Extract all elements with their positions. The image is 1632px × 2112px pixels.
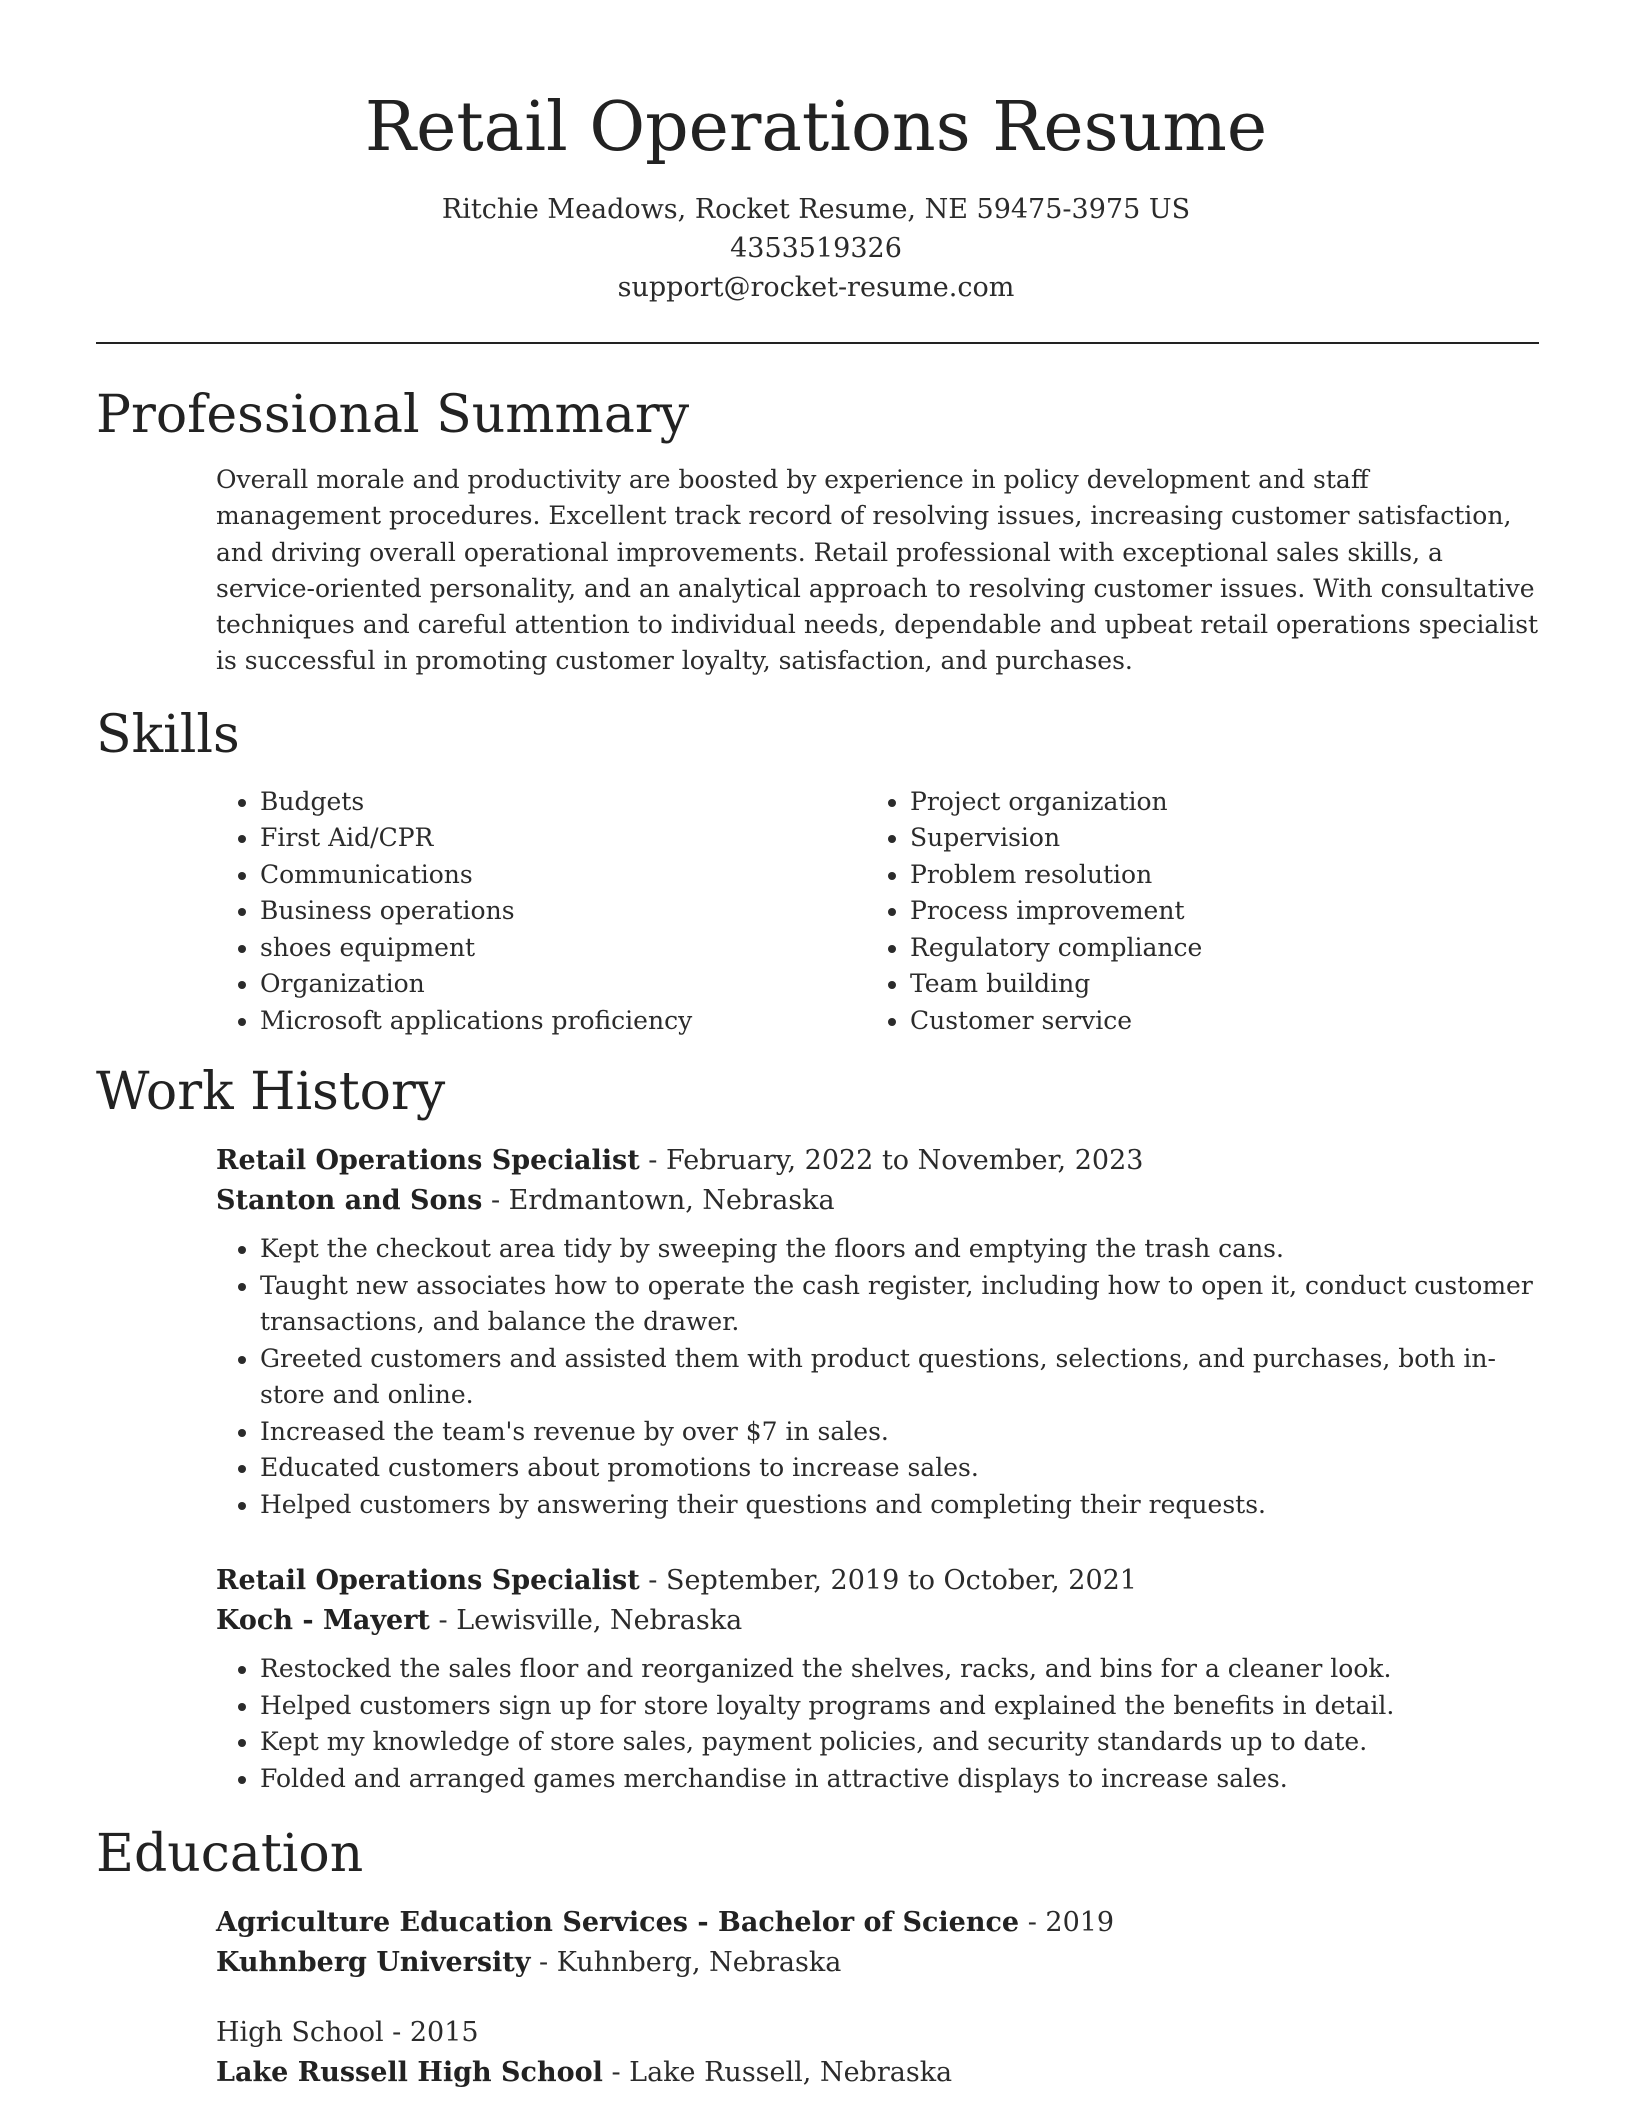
job-title: Retail Operations Specialist (216, 1565, 640, 1597)
summary-heading: Professional Summary (96, 385, 690, 445)
job-duty: • Helped customers by answering their questions and completing their requests. (260, 1487, 1539, 1524)
skill-item: • Process improvement (910, 893, 1486, 930)
skill-item: • Customer service (910, 1003, 1486, 1040)
degree-line (216, 1903, 1539, 1943)
school-line (216, 2053, 1539, 2093)
contact-email: support@rocket-resume.com (617, 272, 1015, 303)
work-history-section (96, 1057, 1539, 1797)
skill-item: • Microsoft applications proficiency (260, 1003, 866, 1040)
job-location: - Erdmantown, Nebraska (482, 1185, 835, 1217)
skill-item: • Team building (910, 966, 1486, 1003)
skill-item: • Supervision (910, 820, 1486, 857)
resume-title: Retail Operations Resume (364, 88, 1268, 167)
job-duty: • Kept my knowledge of store sales, payment policies, and security standards up to date. (260, 1724, 1539, 1761)
skill-item: • Business operations (260, 893, 866, 930)
job-entry (216, 1561, 1539, 1797)
school-name: Kuhnberg University (216, 1947, 531, 1979)
skill-item: • First Aid/CPR (260, 820, 866, 857)
degree-line (216, 2013, 1539, 2053)
job-duties (216, 1651, 1539, 1797)
job-title-line (216, 1561, 1539, 1601)
contact-phone: 4353519326 (730, 233, 902, 264)
skills-section (96, 700, 1539, 1040)
job-duty: • Kept the checkout area tidy by sweeping the floors and emptying the trash cans. (260, 1231, 1539, 1268)
degree-year: - 2019 (1019, 1907, 1115, 1939)
skill-item: • Organization (260, 966, 866, 1003)
skill-item: • Budgets (260, 784, 866, 821)
job-duty: • Taught new associates how to operate the cash register, including how to open it, conduct customer transactions, and balance the drawer. (260, 1268, 1539, 1341)
resume-header (0, 0, 1632, 307)
contact-address: Ritchie Meadows, Rocket Resume, NE 59475-3975 US (441, 194, 1191, 225)
job-title: Retail Operations Specialist (216, 1145, 640, 1177)
job-duty: • Educated customers about promotions to increase sales. (260, 1450, 1539, 1487)
summary-section (96, 380, 1539, 680)
job-dates: - September, 2019 to October, 2021 (639, 1565, 1137, 1597)
job-duty: • Helped customers sign up for store loyalty programs and explained the benefits in detail. (260, 1688, 1539, 1725)
skills-column-right (866, 784, 1486, 1040)
job-duty: • Folded and arranged games merchandise in attractive displays to increase sales. (260, 1761, 1539, 1798)
job-company: Koch - Mayert (216, 1605, 430, 1637)
school-name: Lake Russell High School (216, 2057, 603, 2089)
job-company: Stanton and Sons (216, 1185, 483, 1217)
contact-info (0, 190, 1632, 307)
school-location: - Kuhnberg, Nebraska (530, 1947, 842, 1979)
job-company-line (216, 1601, 1539, 1641)
skill-item: • Problem resolution (910, 857, 1486, 894)
job-duty: • Greeted customers and assisted them with product questions, selections, and purchases, both in-store and online. (260, 1341, 1539, 1414)
job-company-line (216, 1181, 1539, 1221)
education-entry (216, 2013, 1539, 2093)
education-section (96, 1819, 1539, 2093)
job-duty: • Restocked the sales floor and reorganized the shelves, racks, and bins for a cleaner look. (260, 1651, 1539, 1688)
skills-grid (216, 784, 1539, 1040)
job-dates: - February, 2022 to November, 2023 (639, 1145, 1144, 1177)
job-duty: • Increased the team's revenue by over $7 in sales. (260, 1414, 1539, 1451)
skills-column-left (216, 784, 866, 1040)
skill-item: • shoes equipment (260, 930, 866, 967)
skill-item: • Regulatory compliance (910, 930, 1486, 967)
education-heading: Education (96, 1824, 364, 1885)
job-location: - Lewisville, Nebraska (429, 1605, 743, 1637)
degree-year: High School - 2015 (216, 2017, 479, 2049)
header-divider (96, 342, 1539, 344)
school-line (216, 1943, 1539, 1983)
education-entry (216, 1903, 1539, 1983)
degree-name: Agriculture Education Services - Bachelor of Science (216, 1907, 1020, 1939)
job-duties (216, 1231, 1539, 1523)
school-location: - Lake Russell, Nebraska (602, 2057, 953, 2089)
skill-item: • Project organization (910, 784, 1486, 821)
resume-body (96, 380, 1539, 2093)
summary-text: Overall morale and productivity are boosted by experience in policy development and staff management procedures. Excellent track record of resolving issues, increasing customer satisfaction, and driving overall operational improvements. Retail professional with exceptional sales skills, a service-oriented personality, and an analytical approach to resolving customer issues. With consultative techniques and careful attention to individual needs, dependable and upbeat retail operations specialist is successful in promoting customer loyalty, satisfaction, and purchases. (216, 465, 1539, 676)
job-entry (216, 1141, 1539, 1523)
job-title-line (216, 1141, 1539, 1181)
work-history-heading: Work History (96, 1062, 446, 1123)
skills-heading: Skills (96, 704, 240, 765)
skill-item: • Communications (260, 857, 866, 894)
